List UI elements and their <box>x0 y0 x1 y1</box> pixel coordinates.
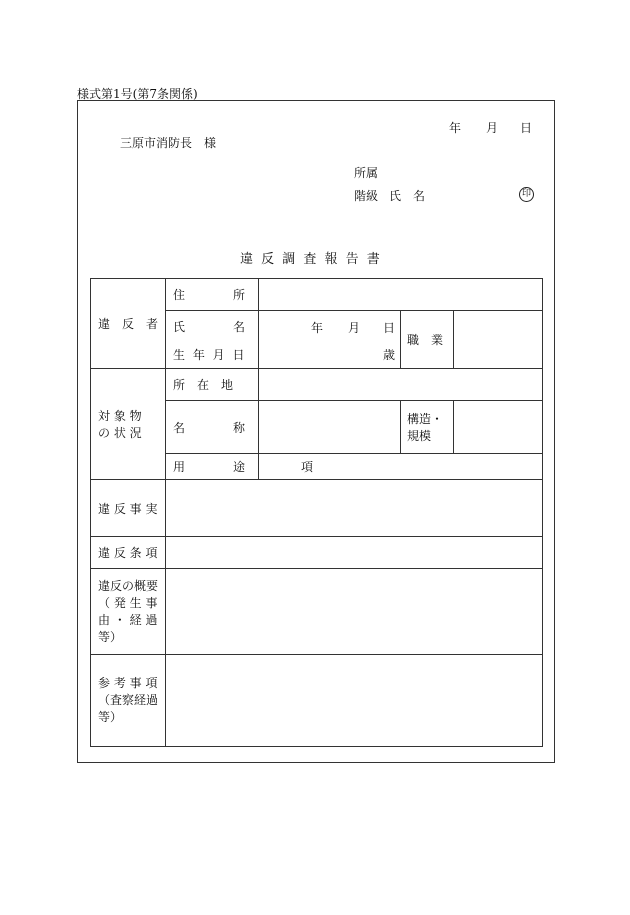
seal-icon: 印 <box>519 187 534 202</box>
target-name-value[interactable] <box>259 401 401 454</box>
address-label: 住 所 <box>166 279 259 311</box>
usage-item-label: 項 <box>301 460 314 474</box>
name-label: 氏 名 <box>166 311 259 342</box>
addressee: 三原市消防長 様 <box>120 136 217 150</box>
violator-heading: 違 反 者 <box>91 279 166 369</box>
location-value[interactable] <box>259 369 543 401</box>
reference-value[interactable] <box>166 655 543 747</box>
location-label: 所 在 地 <box>166 369 259 401</box>
violation-facts-value[interactable] <box>166 480 543 537</box>
document-title: 違 反 調 査 報 告 書 <box>240 252 382 267</box>
structure-value[interactable] <box>454 401 543 454</box>
reference-label: 参 考 事 項 （査察経過 等） <box>91 655 166 747</box>
report-table <box>90 278 543 747</box>
usage-label: 用 途 <box>166 454 259 480</box>
birth-month-label: 月 <box>348 321 361 335</box>
birthdate-label: 生 年 月 日 <box>166 341 259 369</box>
age-label: 歳 <box>383 348 396 362</box>
name-value[interactable] <box>259 311 401 342</box>
overview-label: 違反の概要 （ 発 生 事 由 ・ 経 過 等） <box>91 569 166 655</box>
occupation-label: 職 業 <box>401 311 454 369</box>
target-name-label: 名 称 <box>166 401 259 454</box>
form-number: 様式第1号(第7条関係) <box>77 87 198 101</box>
violation-facts-label: 違 反 事 実 <box>91 480 166 537</box>
birth-year-label: 年 <box>311 321 324 335</box>
date-year: 年 <box>449 121 462 135</box>
reporter-rank: 階級 <box>354 189 379 203</box>
reporter-name-label: 氏 名 <box>389 189 426 203</box>
reporter-affiliation: 所属 <box>354 166 379 180</box>
birthdate-value[interactable] <box>259 341 401 369</box>
occupation-value[interactable] <box>454 311 543 369</box>
violation-articles-value[interactable] <box>166 537 543 569</box>
usage-value[interactable] <box>259 454 543 480</box>
birth-day-label: 日 <box>383 321 396 335</box>
target-heading: 対 象 物 の 状 況 <box>91 369 166 480</box>
date-month: 月 <box>486 121 499 135</box>
violation-articles-label: 違 反 条 項 <box>91 537 166 569</box>
date-day: 日 <box>520 121 533 135</box>
overview-value[interactable] <box>166 569 543 655</box>
address-value[interactable] <box>259 279 543 311</box>
structure-label: 構造・ 規模 <box>401 401 454 454</box>
